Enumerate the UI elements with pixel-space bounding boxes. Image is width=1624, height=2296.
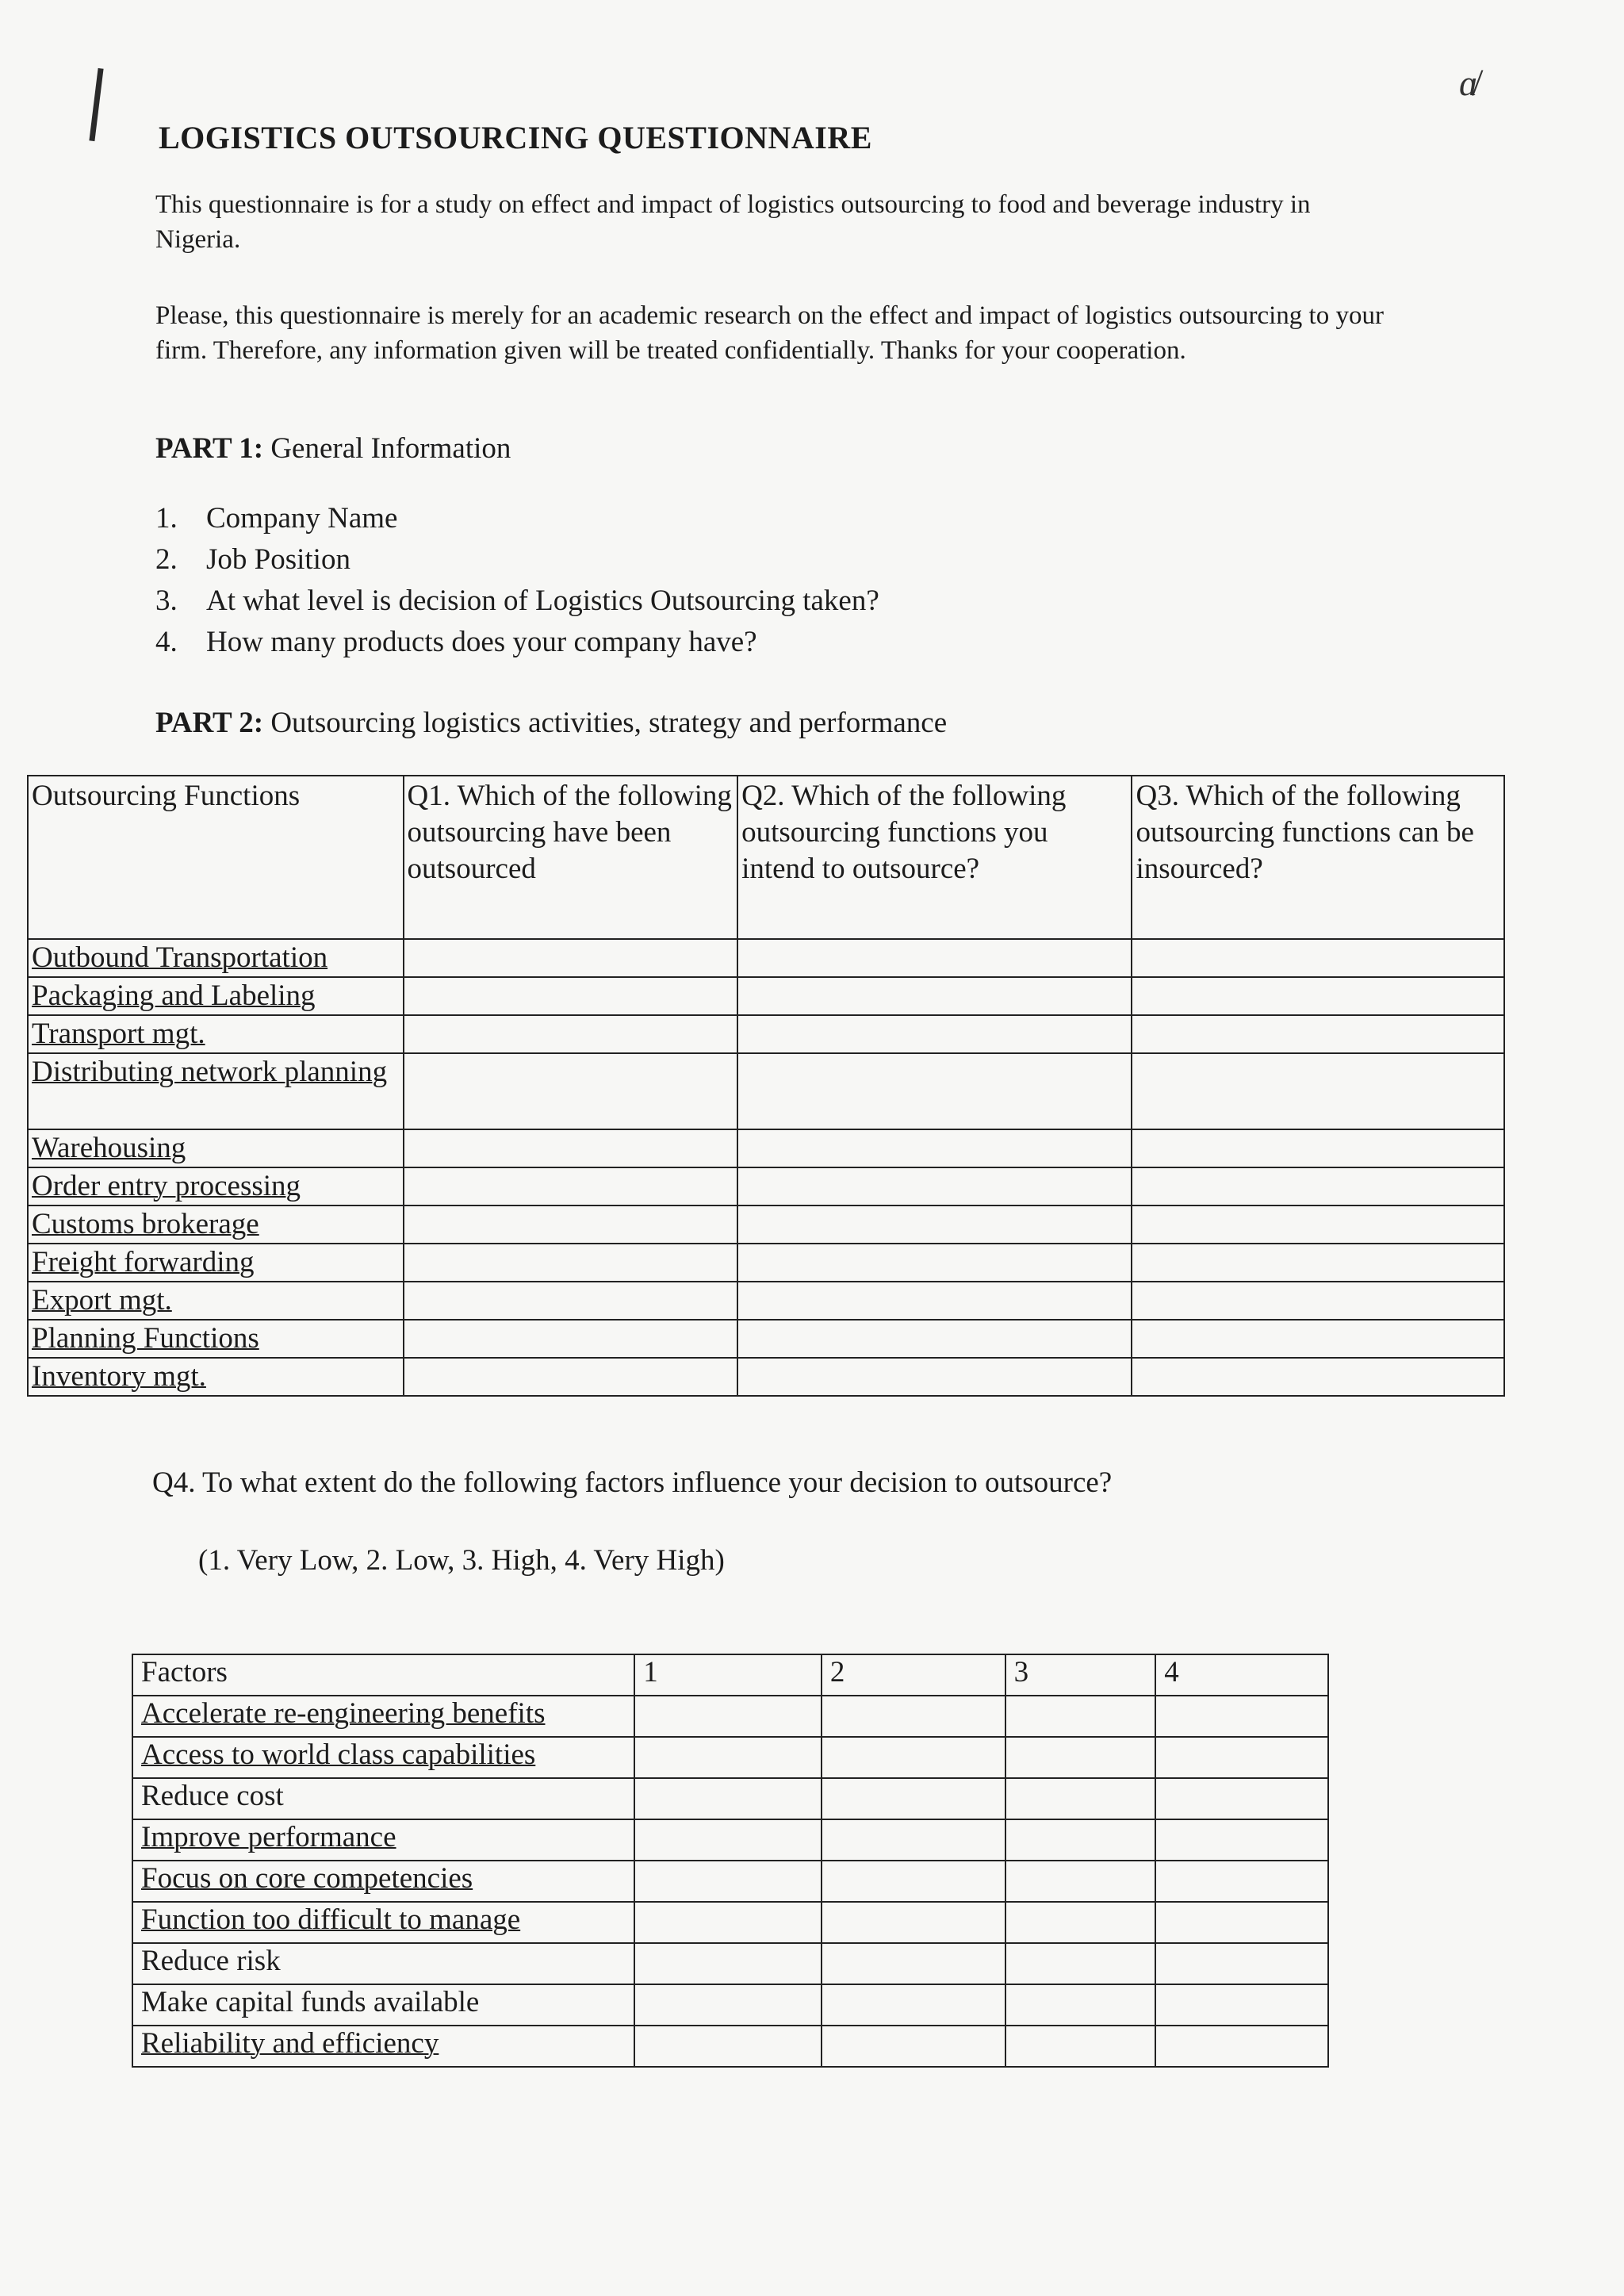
margin-pen-mark (89, 68, 103, 141)
rating-cell[interactable] (1155, 1696, 1328, 1737)
table-row (28, 1167, 1504, 1205)
answer-cell[interactable] (737, 1282, 1132, 1320)
answer-cell[interactable] (1132, 1320, 1504, 1358)
answer-cell[interactable] (1132, 1129, 1504, 1167)
rating-cell[interactable] (822, 2026, 1005, 2067)
column-header: Q1. Which of the following outsourcing have been outsourced (404, 776, 738, 939)
question-item: 4. How many products does your company have? (155, 626, 757, 658)
table-row (132, 1943, 1328, 1984)
answer-cell[interactable] (404, 1167, 738, 1205)
function-label: Order entry processing (28, 1167, 404, 1205)
answer-cell[interactable] (1132, 1205, 1504, 1244)
q4-scale-legend: (1. Very Low, 2. Low, 3. High, 4. Very High) (198, 1544, 725, 1577)
table-row (28, 939, 1504, 977)
answer-cell[interactable] (404, 1358, 738, 1396)
table-row (28, 1244, 1504, 1282)
rating-cell[interactable] (1155, 1984, 1328, 2026)
column-header: 4 (1155, 1654, 1328, 1696)
answer-cell[interactable] (737, 1053, 1132, 1129)
page-title: LOGISTICS OUTSOURCING QUESTIONNAIRE (159, 120, 872, 155)
answer-cell[interactable] (737, 1205, 1132, 1244)
column-header: Factors (132, 1654, 634, 1696)
table-row (132, 1861, 1328, 1902)
answer-cell[interactable] (1132, 1282, 1504, 1320)
intro-paragraph: This questionnaire is for a study on effect and impact of logistics outsourcing to food and beverage industry in Nigeria. (155, 190, 1311, 254)
factor-label: Reduce risk (132, 1943, 634, 1984)
rating-cell[interactable] (1155, 1861, 1328, 1902)
rating-cell[interactable] (1005, 2026, 1156, 2067)
confidentiality-paragraph: Please, this questionnaire is merely for an academic research on the effect and impact of logistics outsourcing to your firm. Therefore, any information given will be treated confidentially. Thanks for your cooperation. (155, 301, 1384, 365)
answer-cell[interactable] (1132, 1358, 1504, 1396)
answer-cell[interactable] (737, 939, 1132, 977)
table-row (28, 1053, 1504, 1129)
answer-cell[interactable] (737, 1358, 1132, 1396)
column-header: 1 (634, 1654, 822, 1696)
question-item: 2. Job Position (155, 543, 350, 576)
answer-cell[interactable] (1132, 1053, 1504, 1129)
answer-cell[interactable] (404, 1282, 738, 1320)
rating-cell[interactable] (634, 1902, 822, 1943)
rating-cell[interactable] (1005, 1984, 1156, 2026)
rating-cell[interactable] (1155, 1902, 1328, 1943)
answer-cell[interactable] (404, 1015, 738, 1053)
column-header: 3 (1005, 1654, 1156, 1696)
rating-cell[interactable] (822, 1696, 1005, 1737)
table-row (28, 1358, 1504, 1396)
rating-cell[interactable] (822, 1984, 1005, 2026)
function-label: Warehousing (28, 1129, 404, 1167)
factor-label: Access to world class capabilities (132, 1737, 634, 1778)
rating-cell[interactable] (822, 1819, 1005, 1861)
answer-cell[interactable] (404, 939, 738, 977)
rating-cell[interactable] (1005, 1737, 1156, 1778)
table-row (28, 1015, 1504, 1053)
function-label: Freight forwarding (28, 1244, 404, 1282)
corner-handwritten-mark: ɑ̸ (1459, 63, 1477, 103)
rating-cell[interactable] (1005, 1943, 1156, 1984)
column-header: 2 (822, 1654, 1005, 1696)
factors-rating-table (132, 1654, 1329, 2068)
question-item: 3. At what level is decision of Logistics Outsourcing taken? (155, 585, 879, 617)
rating-cell[interactable] (822, 1778, 1005, 1819)
rating-cell[interactable] (634, 1737, 822, 1778)
answer-cell[interactable] (404, 1205, 738, 1244)
factor-label: Focus on core competencies (132, 1861, 634, 1902)
function-label: Transport mgt. (28, 1015, 404, 1053)
rating-cell[interactable] (634, 1778, 822, 1819)
answer-cell[interactable] (404, 1244, 738, 1282)
answer-cell[interactable] (737, 1320, 1132, 1358)
table-header-row (28, 776, 1504, 939)
q4-question: Q4. To what extent do the following factors influence your decision to outsource? (152, 1466, 1113, 1499)
rating-cell[interactable] (822, 1737, 1005, 1778)
column-header: Q2. Which of the following outsourcing functions you intend to outsource? (737, 776, 1132, 939)
factor-label: Make capital funds available (132, 1984, 634, 2026)
table-row (28, 1320, 1504, 1358)
table-row (28, 1205, 1504, 1244)
function-label: Export mgt. (28, 1282, 404, 1320)
rating-cell[interactable] (822, 1902, 1005, 1943)
factor-label: Reliability and efficiency (132, 2026, 634, 2067)
rating-cell[interactable] (1155, 1778, 1328, 1819)
table-row (132, 1696, 1328, 1737)
table-row (28, 1282, 1504, 1320)
rating-cell[interactable] (1005, 1696, 1156, 1737)
factor-label: Accelerate re-engineering benefits (132, 1696, 634, 1737)
table-row (132, 1902, 1328, 1943)
answer-cell[interactable] (404, 1053, 738, 1129)
rating-cell[interactable] (634, 2026, 822, 2067)
answer-cell[interactable] (1132, 977, 1504, 1015)
function-label: Distributing network planning (28, 1053, 404, 1129)
answer-cell[interactable] (737, 977, 1132, 1015)
function-label: Planning Functions (28, 1320, 404, 1358)
rating-cell[interactable] (1155, 2026, 1328, 2067)
answer-cell[interactable] (737, 1167, 1132, 1205)
rating-cell[interactable] (634, 1696, 822, 1737)
rating-cell[interactable] (1005, 1819, 1156, 1861)
answer-cell[interactable] (737, 1244, 1132, 1282)
answer-cell[interactable] (1132, 1244, 1504, 1282)
rating-cell[interactable] (634, 1861, 822, 1902)
table-row (132, 1778, 1328, 1819)
factor-label: Improve performance (132, 1819, 634, 1861)
table-row (28, 977, 1504, 1015)
table-row (132, 2026, 1328, 2067)
rating-cell[interactable] (1005, 1902, 1156, 1943)
function-label: Packaging and Labeling (28, 977, 404, 1015)
outsourcing-functions-table (27, 775, 1505, 1397)
answer-cell[interactable] (404, 1320, 738, 1358)
column-header: Q3. Which of the following outsourcing functions can be insourced? (1132, 776, 1504, 939)
column-header: Outsourcing Functions (28, 776, 404, 939)
table-row (132, 1737, 1328, 1778)
answer-cell[interactable] (404, 977, 738, 1015)
general-info-questions (155, 501, 879, 666)
rating-cell[interactable] (634, 1819, 822, 1861)
rating-cell[interactable] (1005, 1778, 1156, 1819)
answer-cell[interactable] (1132, 1167, 1504, 1205)
rating-cell[interactable] (634, 1984, 822, 2026)
answer-cell[interactable] (1132, 1015, 1504, 1053)
table-row (132, 1819, 1328, 1861)
rating-cell[interactable] (822, 1861, 1005, 1902)
answer-cell[interactable] (737, 1015, 1132, 1053)
rating-cell[interactable] (634, 1943, 822, 1984)
function-label: Outbound Transportation (28, 939, 404, 977)
rating-cell[interactable] (822, 1943, 1005, 1984)
question-item: 1. Company Name (155, 502, 398, 535)
factor-label: Reduce cost (132, 1778, 634, 1819)
factor-label: Function too difficult to manage (132, 1902, 634, 1943)
rating-cell[interactable] (1155, 1737, 1328, 1778)
function-label: Inventory mgt. (28, 1358, 404, 1396)
answer-cell[interactable] (1132, 939, 1504, 977)
table-row (28, 1129, 1504, 1167)
answer-cell[interactable] (737, 1129, 1132, 1167)
table-row (132, 1984, 1328, 2026)
rating-cell[interactable] (1005, 1861, 1156, 1902)
rating-cell[interactable] (1155, 1819, 1328, 1861)
function-label: Customs brokerage (28, 1205, 404, 1244)
table-header-row (132, 1654, 1328, 1696)
answer-cell[interactable] (404, 1129, 738, 1167)
part2-heading: PART 2: Outsourcing logistics activities, strategy and performance (155, 707, 948, 739)
rating-cell[interactable] (1155, 1943, 1328, 1984)
part1-heading: PART 1: General Information (155, 432, 511, 465)
